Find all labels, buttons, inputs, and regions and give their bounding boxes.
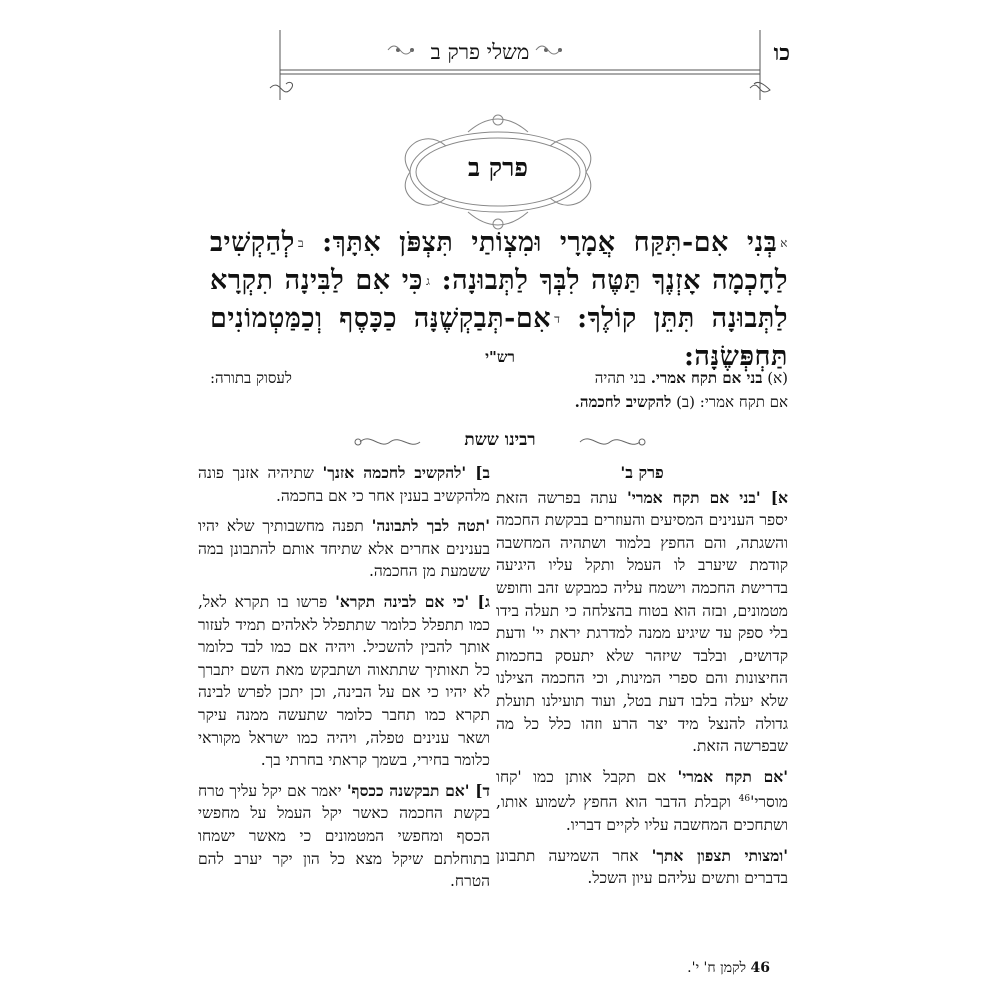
footnote [660, 960, 770, 977]
rashi-commentary [210, 366, 788, 414]
commentary-paragraph [198, 780, 490, 893]
commentary-paragraph [496, 487, 788, 758]
rashi-text: בני תהיה [594, 369, 646, 387]
footnote-text: לקמן ח' י'. [687, 960, 747, 976]
rashi-lemma: בני אם תקח אמרי. [650, 369, 763, 387]
rashi-lemma: להקשיב לחכמה. [574, 393, 672, 411]
commentary-lemma: 'תטה לבך לתבונה' [371, 516, 490, 536]
commentary-lemma: 'ומצותי תצפון אתך' [651, 845, 788, 865]
commentary-text: אחר השמיעה תתבונן בדברים ותשים עליהם עיון השכל. [496, 846, 788, 888]
commentary-heading: רבינו ששת [464, 430, 536, 450]
commentary-paragraph [496, 766, 788, 837]
commentary-lemma: ב] 'להקשיב לחכמה אזנך' [322, 463, 491, 482]
rashi-text: אם תקח אמרי: [699, 393, 788, 411]
commentary-text: עתה בפרשה הזאת יספר הענינים המסיעים והעוזרים בבקשת החכמה והשגתה, והם החפץ בלמוד ושתהיה המחשבה קודמת שיערב לו העמל ותקל עליו היגיעה בדרישת החכמה וישמח עליה כמבקש זהב וחופש מטמונים, ובזה הוא בטוח בהצלחה כי תעלה בידו בלי ספק עד שיגיע ממנה למדרגת יראת יי' ודעת קדושים, ובלבד שיזהר שלא יתעסק בחכמות החיצונות והם ספרי המינות, וכי החכמה הצילנו שלא יעלה בלבו דעת בטל, ועוד תועילנו תועלת גדולה להנצל מיד יצר הרע וזהו כלל כל מה שבפרשה הזאת. [496, 488, 788, 756]
verse-text: אִם-תְּבַקְשֶׁנָּה כַכָּסֶף וְכַמַּטְמוֹנִים תַּחְפְּשֶׂנָּה: [210, 303, 788, 372]
verse-text: בְּנִי אִם-תִּקַּח אֲמָרָי וּמִצְוֹתַי תִּצְפֹּן אִתָּךְ: [322, 227, 778, 258]
rashi-marker: (א) [767, 369, 788, 387]
commentary-paragraph [496, 845, 788, 890]
commentary-paragraph [198, 462, 490, 507]
commentary-text: תפנה מחשבותיך שלא יהיו בענינים אחרים אלא שתיחד אותם להתבונן במה ששמעת מן החכמה. [198, 517, 490, 581]
commentary-text: שתיהיה אזנך פונה מלהקשיב בענין אחר כי אם בחכמה. [198, 464, 490, 505]
rashi-marker: (ב) [676, 393, 696, 411]
rashi-heading: רש"י [485, 348, 515, 366]
commentary-lemma: ג] 'כי אם לבינה תקרא' [335, 591, 490, 611]
page-number: כו [773, 40, 790, 66]
running-title: משלי פרק ב [430, 40, 530, 64]
commentary-lemma: ד] 'אם תבקשנה ככסף' [346, 780, 490, 800]
commentary-left-column [198, 462, 490, 901]
commentary-text: אם תקבל אותן כמו 'קחו מוסרי' [496, 767, 788, 812]
commentary-paragraph [198, 515, 490, 583]
commentary-text: וקבלת הדבר הוא החפץ לשמוע אותו, ושתחכים המחשבה עליו לקיים דבריו. [496, 793, 788, 835]
verse-number: ב [297, 236, 305, 250]
rashi-line [210, 366, 788, 390]
commentary-paragraph [198, 591, 490, 772]
verse-number: ג [425, 274, 431, 288]
rashi-line-end: לעסוק בתורה: [210, 369, 292, 387]
commentary-text: פרשו בו תקרא לאל, כמו תתפלל כלומר שתתפלל לאלהים תמיד לעזור אותך להבין להשכיל. ויהיה אם כמו לבד כלומר כל תאותיך שתתאוה ושתבקש מאת השם יתברך לא יהיו כי אם על הבינה, וכן יתכן לפרש לבינה תקרא כמו תחבר כלומר שתעשה ממנה עיקר ושאר ענינים טפלה, ויהיה כמו ישראל מקוראי כלומר בחירי, בשמך קראתי בחרתי בך. [198, 592, 490, 770]
verse-text: לְהַקְשִׁיב לַחָכְמָה אָזְנֶךָ תַּטֶּה לִבְּךָ לַתְּבוּנָה: [210, 227, 788, 296]
commentary-right-column [496, 462, 788, 898]
footnote-number: 46 [750, 960, 770, 976]
column-chapter-heading: פרק ב' [620, 463, 664, 482]
footnote-reference: 46 [738, 794, 751, 805]
verse-number: א [780, 236, 788, 250]
commentary-text: יאמר אם יקל עליך טרח בקשת החכמה כאשר יקל העמל על מחפשי הכסף ומחפשי המטמונים כי מאשר ישמחו בתוחלתם שיקל מצא כל הון יקר יערב להם הטרח. [198, 781, 490, 891]
verse-number: ד [554, 312, 561, 326]
commentary-lemma: א] 'בני אם תקח אמרי' [627, 487, 788, 507]
rashi-line-start [595, 366, 788, 390]
verse-text: כִּי אִם לַבִּינָה תִקְרָא לַתְּבוּנָה תִּתֵּן קוֹלֶךָ: [210, 265, 788, 334]
commentary-lemma: 'אם תקח אמרי' [677, 766, 789, 786]
chapter-title: פרק ב [467, 153, 528, 182]
rashi-line [210, 390, 788, 414]
